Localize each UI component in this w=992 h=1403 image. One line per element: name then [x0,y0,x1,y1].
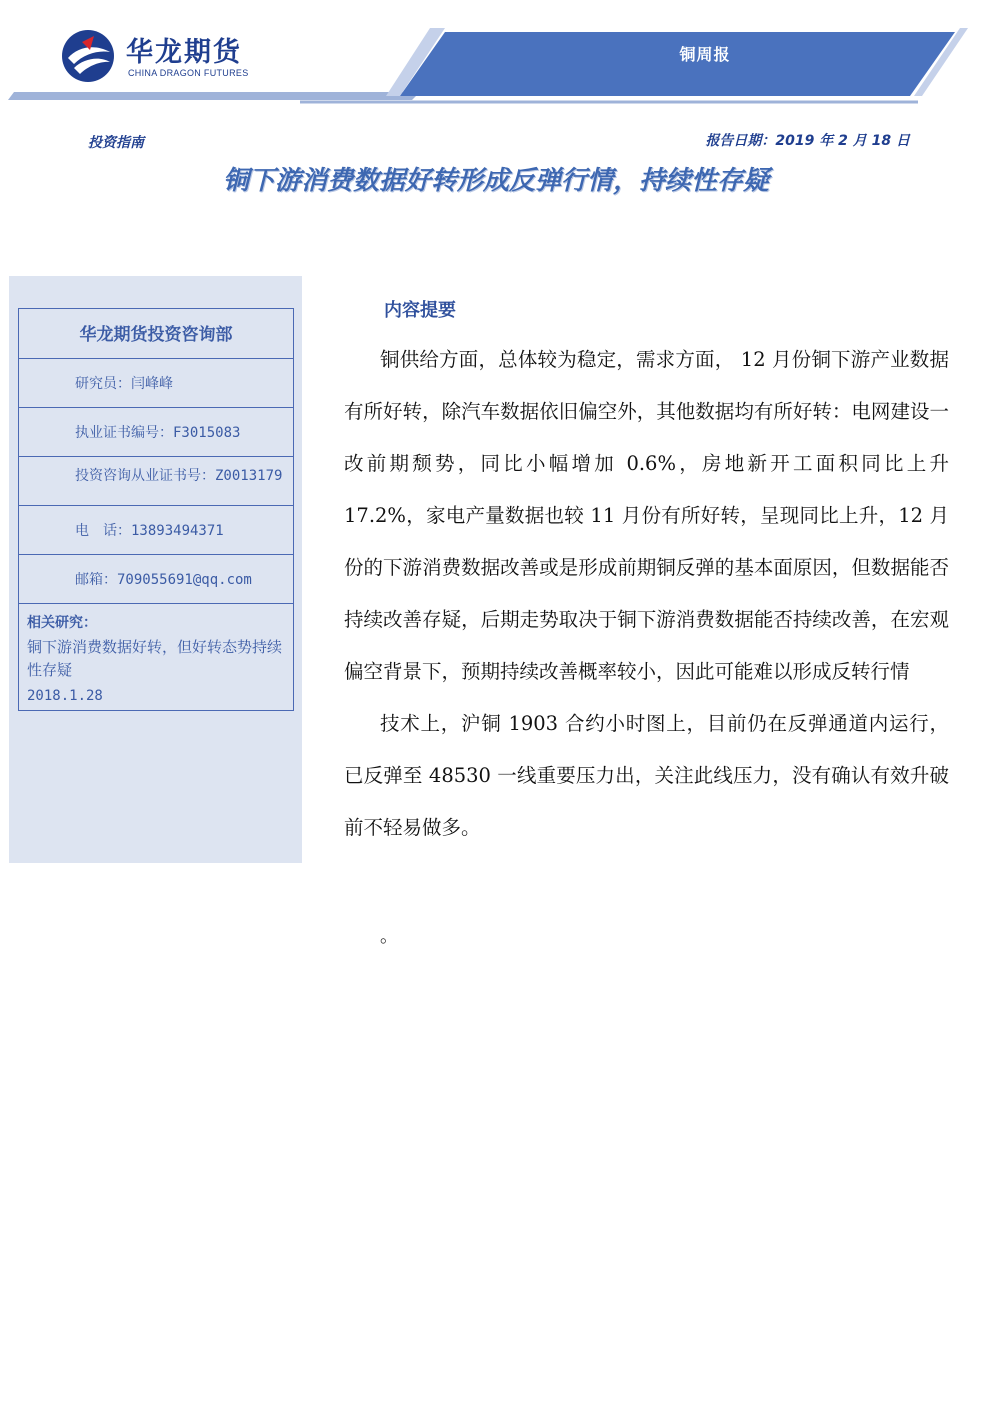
analyst-info-box [18,308,294,711]
report-headline: 铜下游消费数据好转形成反弹行情，持续性存疑 [222,166,769,196]
trailing-mark: 。 [380,926,398,947]
researcher-row [19,359,293,408]
summary-heading: 内容提要 [384,300,456,321]
summary-paragraph-supply-demand: 铜供给方面，总体较为稳定，需求方面， 12 月份铜下游产业数据有所好转，除汽车数据依旧偏空外，其他数据均有所好转：电网建设一改前期颓势，同比小幅增加 0.6%，房地新开工面积同比上升 17.2%，家电产量数据也较 11 月份有所好转，呈现同比上升，12 月份的下游消费数据改善或是形成前期铜反弹的基本面原因，但数据能否持续改善存疑，后期走势取决于铜下游消费数据能否持续改善，在宏观偏空背景下，预期持续改善概率较小，因此可能难以形成反转行情 [344,348,949,683]
department-row [19,309,293,359]
company-logo [60,28,260,84]
logo-chinese-name: 华龙期货 [126,37,242,68]
phone-number: 电 话：13893494371 [75,523,224,539]
department-name: 华龙期货投资咨询部 [79,325,233,345]
researcher-name: 研究员：闫峰峰 [75,376,173,392]
related-research-item[interactable]: 铜下游消费数据好转，但好转态势持续性存疑 [27,638,283,679]
related-research-title: 相关研究： [27,615,97,631]
report-type-banner: 铜周报 [679,45,731,64]
report-date: 报告日期：2019 年 2 月 18 日 [705,133,910,149]
email-address[interactable]: 邮箱：709055691@qq.com [75,572,252,588]
related-research-date: 2018.1.28 [27,688,103,704]
license-row [19,408,293,457]
license-number: 执业证书编号：F3015083 [75,425,241,441]
dragon-logo-icon [60,28,116,84]
related-research [19,604,293,710]
email-row [19,555,293,604]
consult-license-number: 投资咨询从业证书号：Z0013179 [75,468,283,484]
logo-english-name: CHINA DRAGON FUTURES [128,68,249,78]
section-tag: 投资指南 [88,135,144,151]
phone-row [19,506,293,555]
summary-paragraph-technical: 技术上，沪铜 1903 合约小时图上，目前仍在反弹通道内运行，已反弹至 48530 一线重要压力出，关注此线压力，没有确认有效升破前不轻易做多。 [344,712,949,839]
consult-license-row [19,457,293,506]
summary-body [344,334,949,854]
